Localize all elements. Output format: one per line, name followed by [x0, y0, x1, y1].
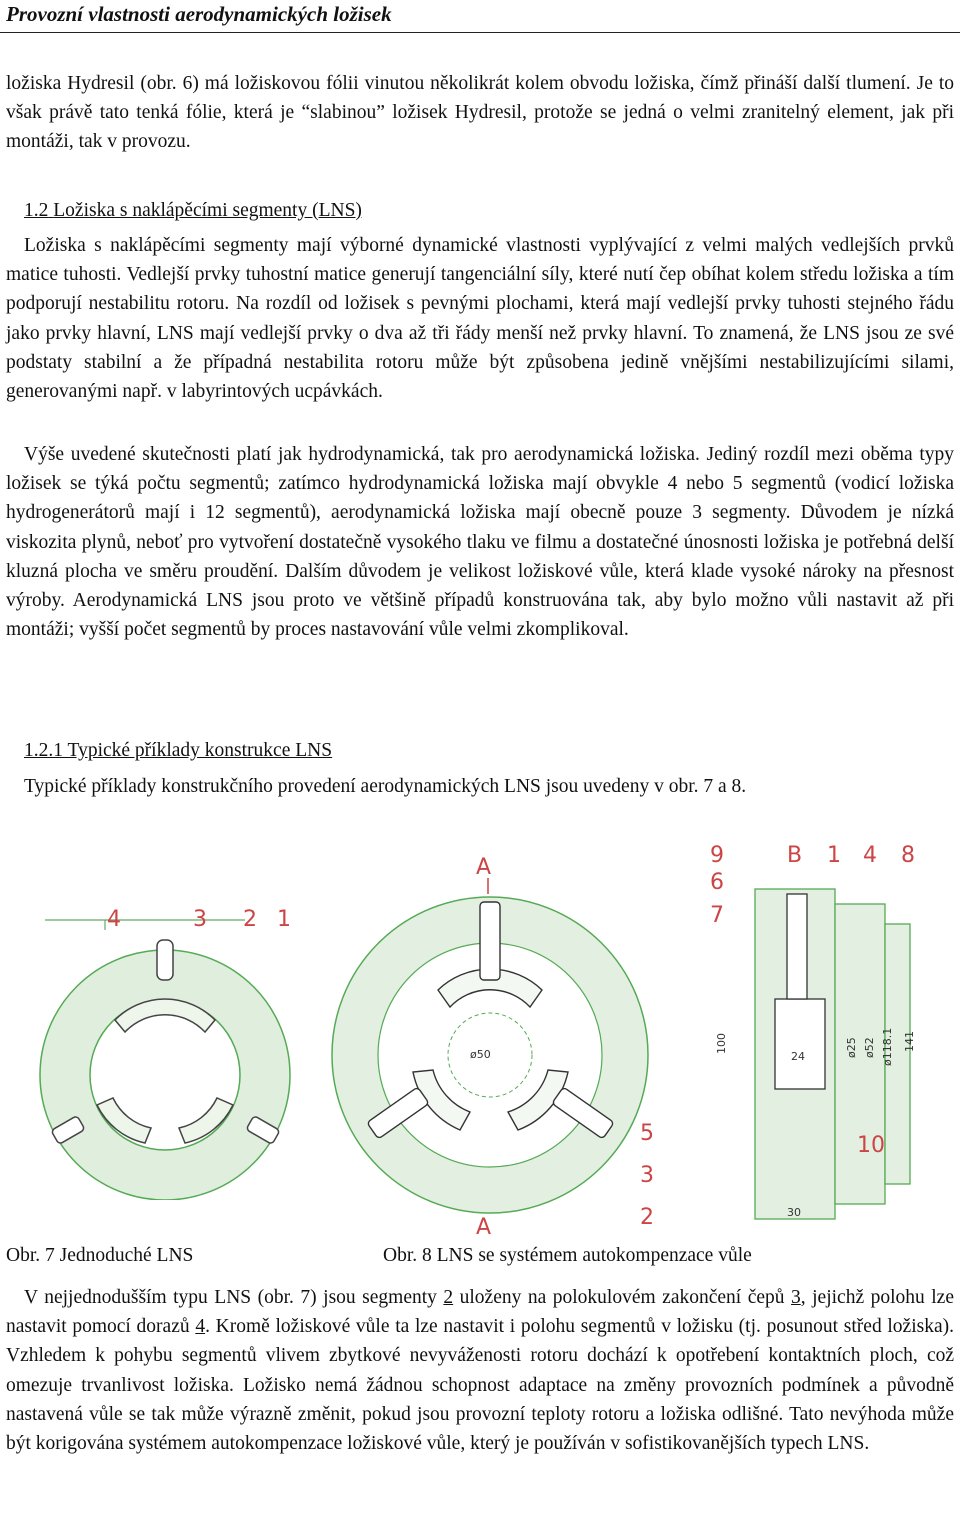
paragraph-examples: Typické příklady konstrukčního provedení aerodynamických LNS jsou uvedeny v obr. 7 a 8.: [24, 776, 747, 797]
fig7-label-1: 1: [277, 907, 291, 932]
p5-text-d: . Kromě ložiskové vůle ta lze nastavit i polohu segmentů v ložisku (tj. posunout střed ložiska). Vzhledem k pohybu segmentů vlivem zbytkové nevyváženosti rotoru dochází k opotřebení kontaktních ploch, což omezuje trvanlivost ložiska. Ložisko nemá žádnou schopnost adaptace na změny provozních podmínek a původně nastavená vůle se tak může výrazně změnit, pokud jsou provozní teploty rotoru a ložiska odlišné. Tato nevýhoda může být korigována systémem autokompenzace ložiskové vůle, který je používán v sofistikovanějších typech LNS.: [6, 1316, 954, 1455]
fig8b-dim-141: 141: [903, 1031, 916, 1052]
figure-7-caption: Obr. 7 Jednoduché LNS: [6, 1245, 194, 1266]
fig7-label-4: 4: [107, 907, 121, 932]
figure-7-drawing: [25, 900, 305, 1200]
paragraph-hydresil: ložiska Hydresil (obr. 6) má ložiskovou fólii vinutou několikrát kolem obvodu ložiska, čímž přináší další tlumení. Je to však právě tato tenká fólie, která je “slabinou” ložisek Hydresil, protože se jedná o velmi zranitelný element, jak při montáži, tak v provozu.: [6, 73, 954, 153]
p5-ref-4: 4: [195, 1316, 206, 1338]
p5-text-b: uloženy na polokulovém zakončení čepů: [453, 1287, 792, 1308]
paragraph-lns-dynamics: Ložiska s naklápěcími segmenty mají výborné dynamické vlastnosti vyplývající z velmi malých vedlejších prvků matice tuhosti. Vedlejší prvky tuhostní matice generují tangenciální síly, které nutí čep obíhat kolem středu ložiska a tím podporují nestabilitu rotoru. Na rozdíl od ložisek s pevnými plochami, která mají vedlejší prvky tuhosti stejného řádu jako prvky hlavní, LNS mají vedlejší prvky o dva až tři řády menší než prvky hlavní. To znamená, že LNS jsou ze své podstaty stabilní a že případná nestabilita rotoru může být způsobena jedině vnějšími nestabilizujícími silami, generovanými např. v labyrintových ucpávkách.: [6, 235, 954, 403]
page-header-title: Provozní vlastnosti aerodynamických ložisek: [6, 2, 392, 26]
fig8b-label-8: 8: [901, 843, 915, 868]
fig8a-label-5: 5: [640, 1121, 654, 1146]
fig8a-dimension-bore: ø50: [470, 1048, 491, 1061]
section-number: 1.2: [24, 200, 49, 221]
fig7-label-3: 3: [193, 907, 207, 932]
p5-text-c: , jejichž polohu lze nastavit pomocí dorazů: [6, 1287, 954, 1338]
subsection-heading: [24, 736, 332, 765]
fig8b-label-9: 9: [710, 843, 724, 868]
header-rule: [0, 32, 960, 33]
fig8a-section-label-top: A: [476, 855, 492, 880]
p5-text-a: V nejjednodušším typu LNS (obr. 7) jsou segmenty: [24, 1287, 444, 1308]
fig8b-dim-118: ø118.1: [881, 1027, 894, 1066]
p5-ref-2: 2: [443, 1287, 454, 1308]
fig8b-dim-24: 24: [791, 1050, 805, 1063]
subsection-title: Typické příklady konstrukce LNS: [67, 740, 333, 761]
figure-8a-drawing: [318, 842, 683, 1237]
fig8b-dim-30: 30: [787, 1206, 801, 1219]
section-title: Ložiska s naklápěcími segmenty (LNS): [53, 200, 362, 221]
fig8b-label-B: B: [787, 843, 803, 868]
fig8b-label-7: 7: [710, 903, 724, 928]
fig7-label-2: 2: [243, 907, 257, 932]
fig8b-label-6: 6: [710, 870, 724, 895]
fig8b-dim-100: 100: [715, 1033, 728, 1054]
fig8b-dim-52: ø52: [863, 1037, 876, 1058]
fig8a-section-label-bottom: A: [476, 1215, 492, 1237]
fig8b-label-4: 4: [863, 843, 877, 868]
paragraph-simple-lns: [6, 1283, 954, 1458]
figure-8b-drawing: [695, 834, 950, 1229]
fig8b-dim-25: ø25: [845, 1037, 858, 1058]
figure-8-caption: Obr. 8 LNS se systémem autokompenzace vůle: [383, 1245, 752, 1266]
p5-ref-3: 3: [791, 1287, 801, 1308]
paragraph-segments: Výše uvedené skutečnosti platí jak hydrodynamická, tak pro aerodynamická ložiska. Jediný rozdíl mezi oběma typy ložisek se týká počtu segmentů; zatímco hydrodynamická ložiska mají obvykle 4 nebo 5 segmentů (vodicí ložiska hydrogenerátorů mají i 12 segmentů), aerodynamická ložiska mají obecně pouze 3 segmenty. Důvodem je nízká viskozita plynů, neboť pro vytvoření dostatečně vysokého tlaku ve filmu a dostatečné únosnosti ložiska je potřebná delší kluzná plocha ve směru proudění. Dalším důvodem je velikost ložiskové vůle, která klade vysoké nároky na přesnost výroby. Aerodynamická LNS jsou proto ve většině případů konstruována tak, aby bylo možno vůli nastavit až při montáži; vyšší počet segmentů by proces nastavování vůle velmi zkomplikoval.: [6, 444, 954, 641]
subsection-number: 1.2.1: [24, 740, 63, 761]
fig7-housing: [40, 950, 290, 1200]
section-heading-lns: [24, 196, 362, 225]
fig8a-label-3: 3: [640, 1163, 654, 1188]
fig8a-label-2: 2: [640, 1205, 654, 1230]
fig8b-label-1: 1: [827, 843, 841, 868]
fig8b-label-10: 10: [857, 1133, 885, 1158]
